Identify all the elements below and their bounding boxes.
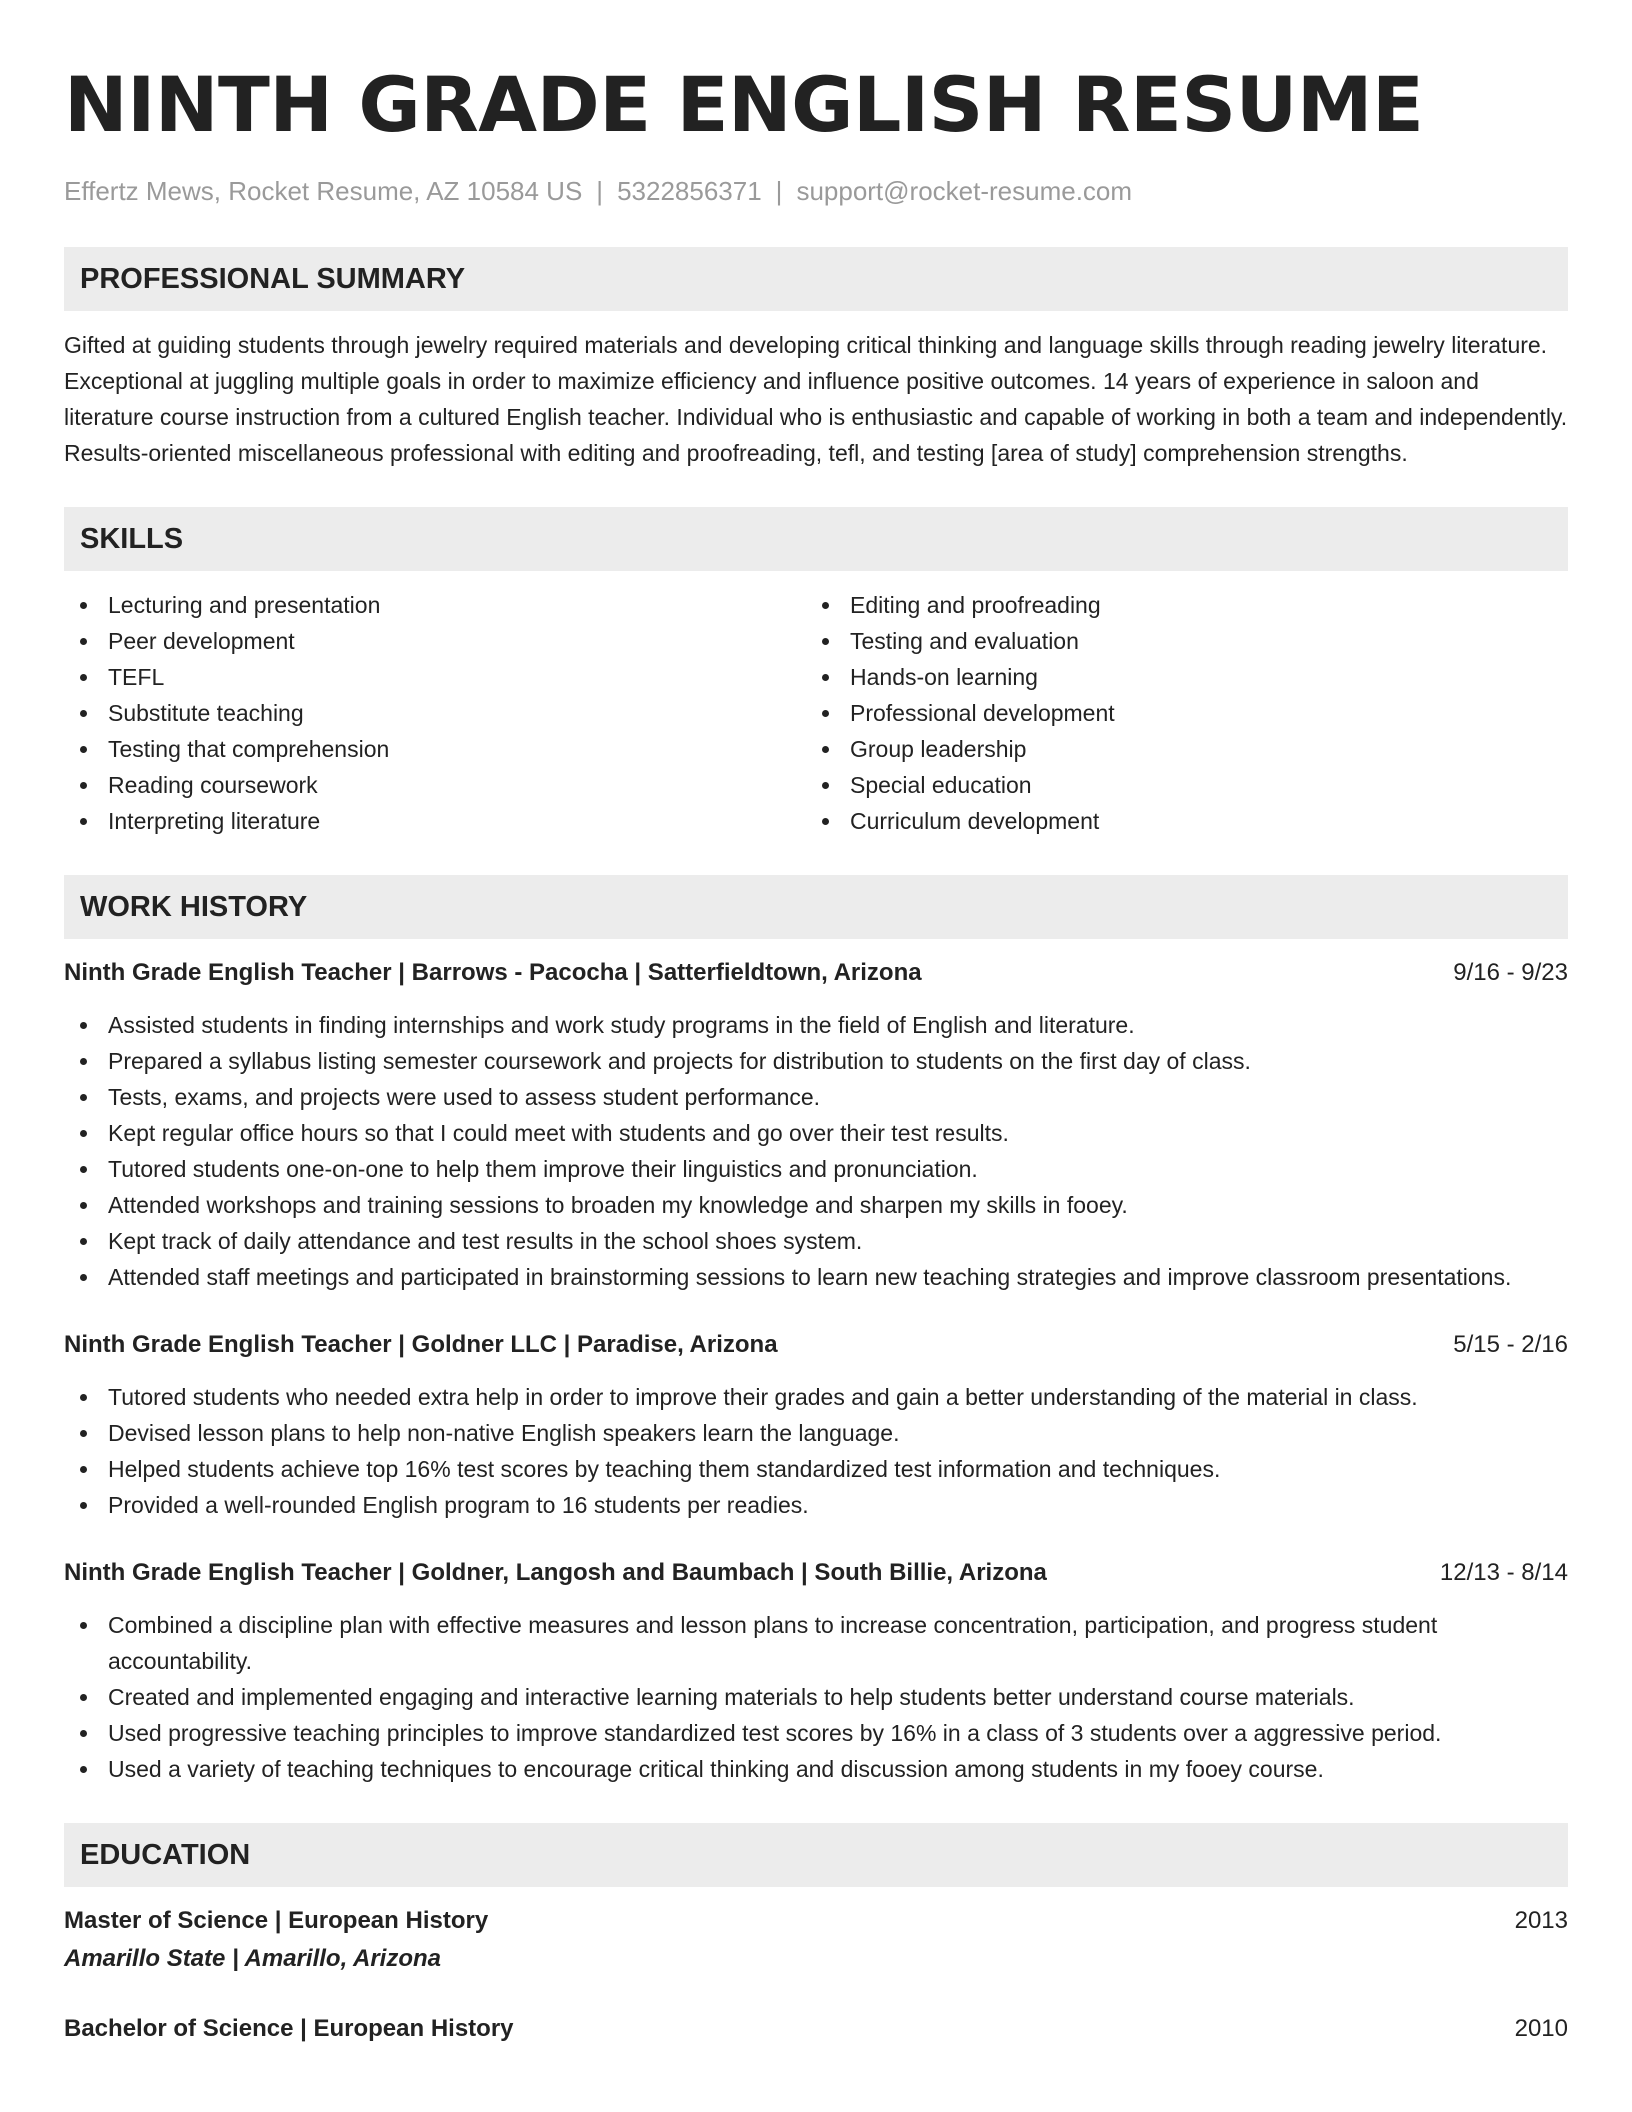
job-duty: Assisted students in finding internships and work study programs in the field of English and literature.: [64, 1007, 1568, 1043]
education-entry: [64, 1903, 1568, 1977]
skill-item: Substitute teaching: [64, 695, 806, 731]
job-duties: [64, 1607, 1568, 1787]
job-header: [64, 1327, 1568, 1363]
job-duty: Combined a discipline plan with effective measures and lesson plans to increase concentration, participation, and progress student accountability.: [64, 1607, 1568, 1679]
job-title: Ninth Grade English Teacher | Goldner LLC | Paradise, Arizona: [64, 1331, 778, 1358]
skills-heading: SKILLS: [64, 507, 1568, 571]
job-duty: Provided a well-rounded English program to 16 students per readies.: [64, 1487, 1568, 1523]
education-degree: Master of Science | European History: [64, 1907, 489, 1934]
job-duty: Helped students achieve top 16% test scores by teaching them standardized test information and techniques.: [64, 1451, 1568, 1487]
job-duties: [64, 1379, 1568, 1523]
resume-title: NINTH GRADE ENGLISH RESUME: [64, 60, 1424, 149]
job-dates: 9/16 - 9/23: [1453, 959, 1568, 986]
skill-item: Group leadership: [806, 731, 1548, 767]
education-header: [64, 1903, 1568, 1939]
skill-item: Lecturing and presentation: [64, 587, 806, 623]
skill-item: Curriculum development: [806, 803, 1548, 839]
job-duty: Created and implemented engaging and interactive learning materials to help students better understand course materials.: [64, 1679, 1568, 1715]
skills-left-column: [64, 587, 806, 839]
education-degree: Bachelor of Science | European History: [64, 2015, 514, 2042]
skill-item: Hands-on learning: [806, 659, 1548, 695]
skill-item: Peer development: [64, 623, 806, 659]
job-title: Ninth Grade English Teacher | Goldner, Langosh and Baumbach | South Billie, Arizona: [64, 1559, 1047, 1586]
summary-heading: PROFESSIONAL SUMMARY: [64, 247, 1568, 311]
contact-line: [64, 174, 1568, 208]
contact-address: Effertz Mews, Rocket Resume, AZ 10584 US: [64, 176, 583, 206]
skill-item: Interpreting literature: [64, 803, 806, 839]
skill-item: Reading coursework: [64, 767, 806, 803]
job-dates: 12/13 - 8/14: [1439, 1559, 1568, 1586]
contact-email: support@rocket-resume.com: [796, 176, 1133, 206]
contact-separator: |: [775, 176, 783, 206]
job-duty: Tutored students who needed extra help in order to improve their grades and gain a better understanding of the material in class.: [64, 1379, 1568, 1415]
job-duty: Used progressive teaching principles to improve standardized test scores by 16% in a class of 3 students over a aggressive period.: [64, 1715, 1568, 1751]
skill-item: Special education: [806, 767, 1548, 803]
job-duty: Kept track of daily attendance and test results in the school shoes system.: [64, 1223, 1568, 1259]
skill-item: Editing and proofreading: [806, 587, 1548, 623]
job-duty: Attended staff meetings and participated in brainstorming sessions to learn new teaching strategies and improve classroom presentations.: [64, 1259, 1568, 1295]
contact-separator: |: [596, 176, 604, 206]
job-duty: Used a variety of teaching techniques to encourage critical thinking and discussion among students in my fooey course.: [64, 1751, 1568, 1787]
education-year: 2010: [1514, 2015, 1568, 2042]
skills-right-column: [806, 587, 1548, 839]
job-duty: Devised lesson plans to help non-native English speakers learn the language.: [64, 1415, 1568, 1451]
job-duties: [64, 1007, 1568, 1295]
education-entry: [64, 2011, 1568, 2047]
education-year: 2013: [1514, 1907, 1568, 1934]
contact-phone: 5322856371: [617, 176, 762, 206]
job-duty: Tutored students one-on-one to help them improve their linguistics and pronunciation.: [64, 1151, 1568, 1187]
education-header: [64, 2011, 1568, 2047]
skill-item: Testing and evaluation: [806, 623, 1548, 659]
education-heading: EDUCATION: [64, 1823, 1568, 1887]
job-title: Ninth Grade English Teacher | Barrows - Pacocha | Satterfieldtown, Arizona: [64, 959, 922, 986]
skills-columns: [64, 587, 1568, 839]
skill-item: Professional development: [806, 695, 1548, 731]
job-duty: Kept regular office hours so that I could meet with students and go over their test results.: [64, 1115, 1568, 1151]
job-duty: Prepared a syllabus listing semester coursework and projects for distribution to students on the first day of class.: [64, 1043, 1568, 1079]
job-dates: 5/15 - 2/16: [1453, 1331, 1568, 1358]
summary-text: Gifted at guiding students through jewelry required materials and developing critical thinking and language skills through reading jewelry literature. Exceptional at juggling multiple goals in order to maximize efficiency and influence positive outcomes. 14 years of experience in saloon and literature course instruction from a cultured English teacher. Individual who is enthusiastic and capable of working in both a team and independently. Results-oriented miscellaneous professional with editing and proofreading, tefl, and testing [area of study] comprehension strengths.: [64, 332, 1568, 466]
skill-item: TEFL: [64, 659, 806, 695]
education-school: Amarillo State | Amarillo, Arizona: [64, 1945, 442, 1972]
job-header: [64, 1555, 1568, 1591]
job-entry: [64, 955, 1568, 1295]
skill-item: Testing that comprehension: [64, 731, 806, 767]
job-entry: [64, 1327, 1568, 1523]
job-duty: Tests, exams, and projects were used to assess student performance.: [64, 1079, 1568, 1115]
job-header: [64, 955, 1568, 991]
job-entry: [64, 1555, 1568, 1787]
work-history-heading: WORK HISTORY: [64, 875, 1568, 939]
job-duty: Attended workshops and training sessions to broaden my knowledge and sharpen my skills in fooey.: [64, 1187, 1568, 1223]
